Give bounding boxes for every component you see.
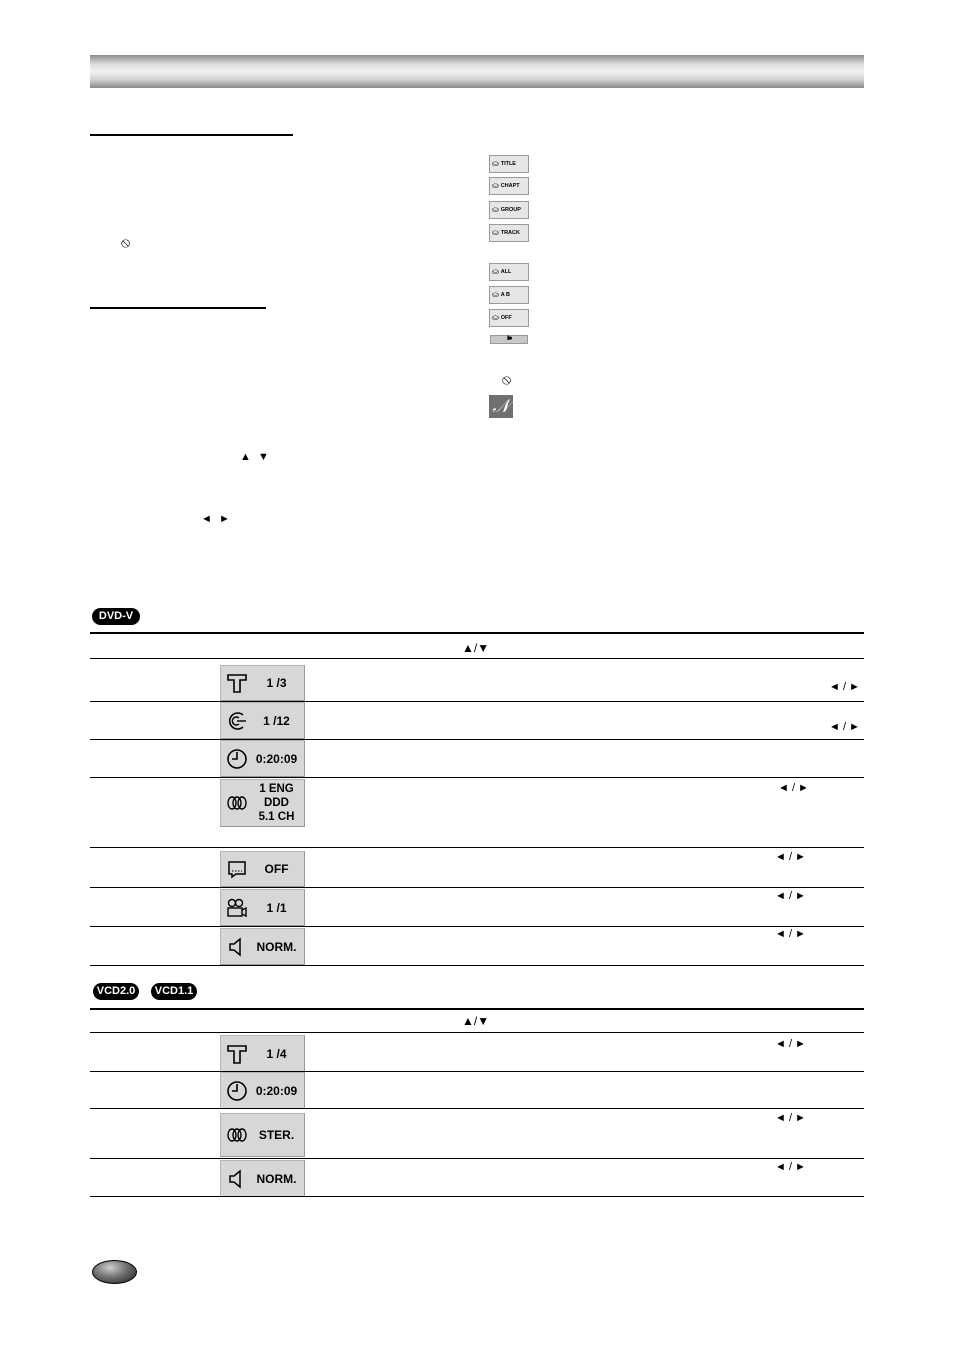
left-right-arrows-icon: ◄ ► bbox=[201, 513, 232, 525]
vcd20-badge: VCD2.0 bbox=[93, 983, 139, 1000]
table-bottom-rule bbox=[90, 1196, 864, 1197]
title-t-icon bbox=[226, 672, 248, 694]
up-down-arrows-icon: ▲/▼ bbox=[462, 1014, 490, 1028]
dvd-v-badge: DVD-V bbox=[92, 608, 140, 625]
osd-audio-cell: STER. bbox=[220, 1113, 305, 1157]
group-repeat-icon: ⛀ GROUP bbox=[489, 201, 529, 219]
prohibited-icon: ⦸ bbox=[121, 234, 131, 250]
left-right-arrows-icon: ◄ / ► bbox=[775, 928, 806, 940]
up-down-arrows-icon: ▲ ▼ bbox=[240, 451, 271, 463]
ab-repeat-icon: ⛀ A B bbox=[489, 286, 529, 304]
osd-title-cell: 1 /3 bbox=[220, 665, 305, 701]
row-divider bbox=[90, 1158, 864, 1159]
camera-angle-icon bbox=[226, 897, 248, 919]
table-top-rule bbox=[90, 632, 864, 634]
left-right-arrows-icon: ◄ / ► bbox=[775, 1161, 806, 1173]
page-number-oval bbox=[92, 1260, 137, 1284]
disc-icon: ⛀ bbox=[492, 290, 499, 299]
track-repeat-icon: ⛀ TRACK bbox=[489, 224, 529, 242]
row-divider bbox=[90, 777, 864, 778]
left-right-arrows-icon: ◄ / ► bbox=[829, 681, 860, 693]
up-down-arrows-icon: ▲/▼ bbox=[462, 641, 490, 655]
audio-icon bbox=[226, 792, 248, 814]
prohibited-icon-2: ⦸ bbox=[502, 371, 512, 387]
disc-icon: ⛀ bbox=[492, 205, 499, 214]
left-right-arrows-icon: ◄ / ► bbox=[775, 1038, 806, 1050]
left-right-arrows-icon: ◄ / ► bbox=[778, 782, 809, 794]
left-right-arrows-icon: ◄ / ► bbox=[775, 851, 806, 863]
row-divider bbox=[90, 1071, 864, 1072]
table-top-rule bbox=[90, 1008, 864, 1010]
section-header-bar bbox=[90, 55, 864, 88]
osd-sound-cell: NORM. bbox=[220, 928, 305, 965]
row-divider bbox=[90, 1108, 864, 1109]
vcd11-badge: VCD1.1 bbox=[151, 983, 197, 1000]
audio-icon bbox=[226, 1124, 248, 1146]
speaker-icon bbox=[226, 936, 248, 958]
clock-icon bbox=[226, 748, 248, 770]
row-divider bbox=[90, 926, 864, 927]
heading-underline-1 bbox=[90, 134, 293, 136]
title-t-icon bbox=[226, 1043, 248, 1065]
resume-bar-icon: II■ bbox=[490, 335, 528, 344]
disc-icon: ⛀ bbox=[492, 159, 499, 168]
disc-icon: ⛀ bbox=[492, 313, 499, 322]
n-symbol-icon: 𝒩 bbox=[489, 395, 513, 418]
title-repeat-icon: ⛀ TITLE bbox=[489, 155, 529, 173]
subtitle-icon bbox=[226, 858, 248, 880]
row-divider bbox=[90, 887, 864, 888]
left-right-arrows-icon: ◄ / ► bbox=[775, 1112, 806, 1124]
speaker-icon bbox=[226, 1168, 248, 1190]
row-divider bbox=[90, 847, 864, 848]
repeat-off-icon: ⛀ OFF bbox=[489, 309, 529, 327]
osd-audio-cell: 1 ENG DDD 5.1 CH bbox=[220, 779, 305, 827]
disc-icon: ⛀ bbox=[492, 228, 499, 237]
osd-time-cell: 0:20:09 bbox=[220, 1072, 305, 1109]
row-divider bbox=[90, 739, 864, 740]
osd-chapter-cell: 1 /12 bbox=[220, 702, 305, 739]
disc-icon: ⛀ bbox=[492, 181, 499, 190]
all-repeat-icon: ⛀ ALL bbox=[489, 263, 529, 281]
chapter-icon bbox=[226, 710, 248, 732]
disc-icon: ⛀ bbox=[492, 267, 499, 276]
table-divider bbox=[90, 1032, 864, 1033]
chapter-repeat-icon: ⛀ CHAPT bbox=[489, 177, 529, 195]
osd-title-cell: 1 /4 bbox=[220, 1035, 305, 1072]
osd-sound-cell: NORM. bbox=[220, 1160, 305, 1197]
osd-subtitle-cell: OFF bbox=[220, 851, 305, 887]
left-right-arrows-icon: ◄ / ► bbox=[775, 890, 806, 902]
clock-icon bbox=[226, 1080, 248, 1102]
table-bottom-rule bbox=[90, 965, 864, 966]
osd-angle-cell: 1 /1 bbox=[220, 889, 305, 926]
osd-time-cell: 0:20:09 bbox=[220, 740, 305, 777]
left-right-arrows-icon: ◄ / ► bbox=[829, 721, 860, 733]
heading-underline-2 bbox=[90, 307, 266, 309]
table-divider bbox=[90, 658, 864, 659]
row-divider bbox=[90, 701, 864, 702]
